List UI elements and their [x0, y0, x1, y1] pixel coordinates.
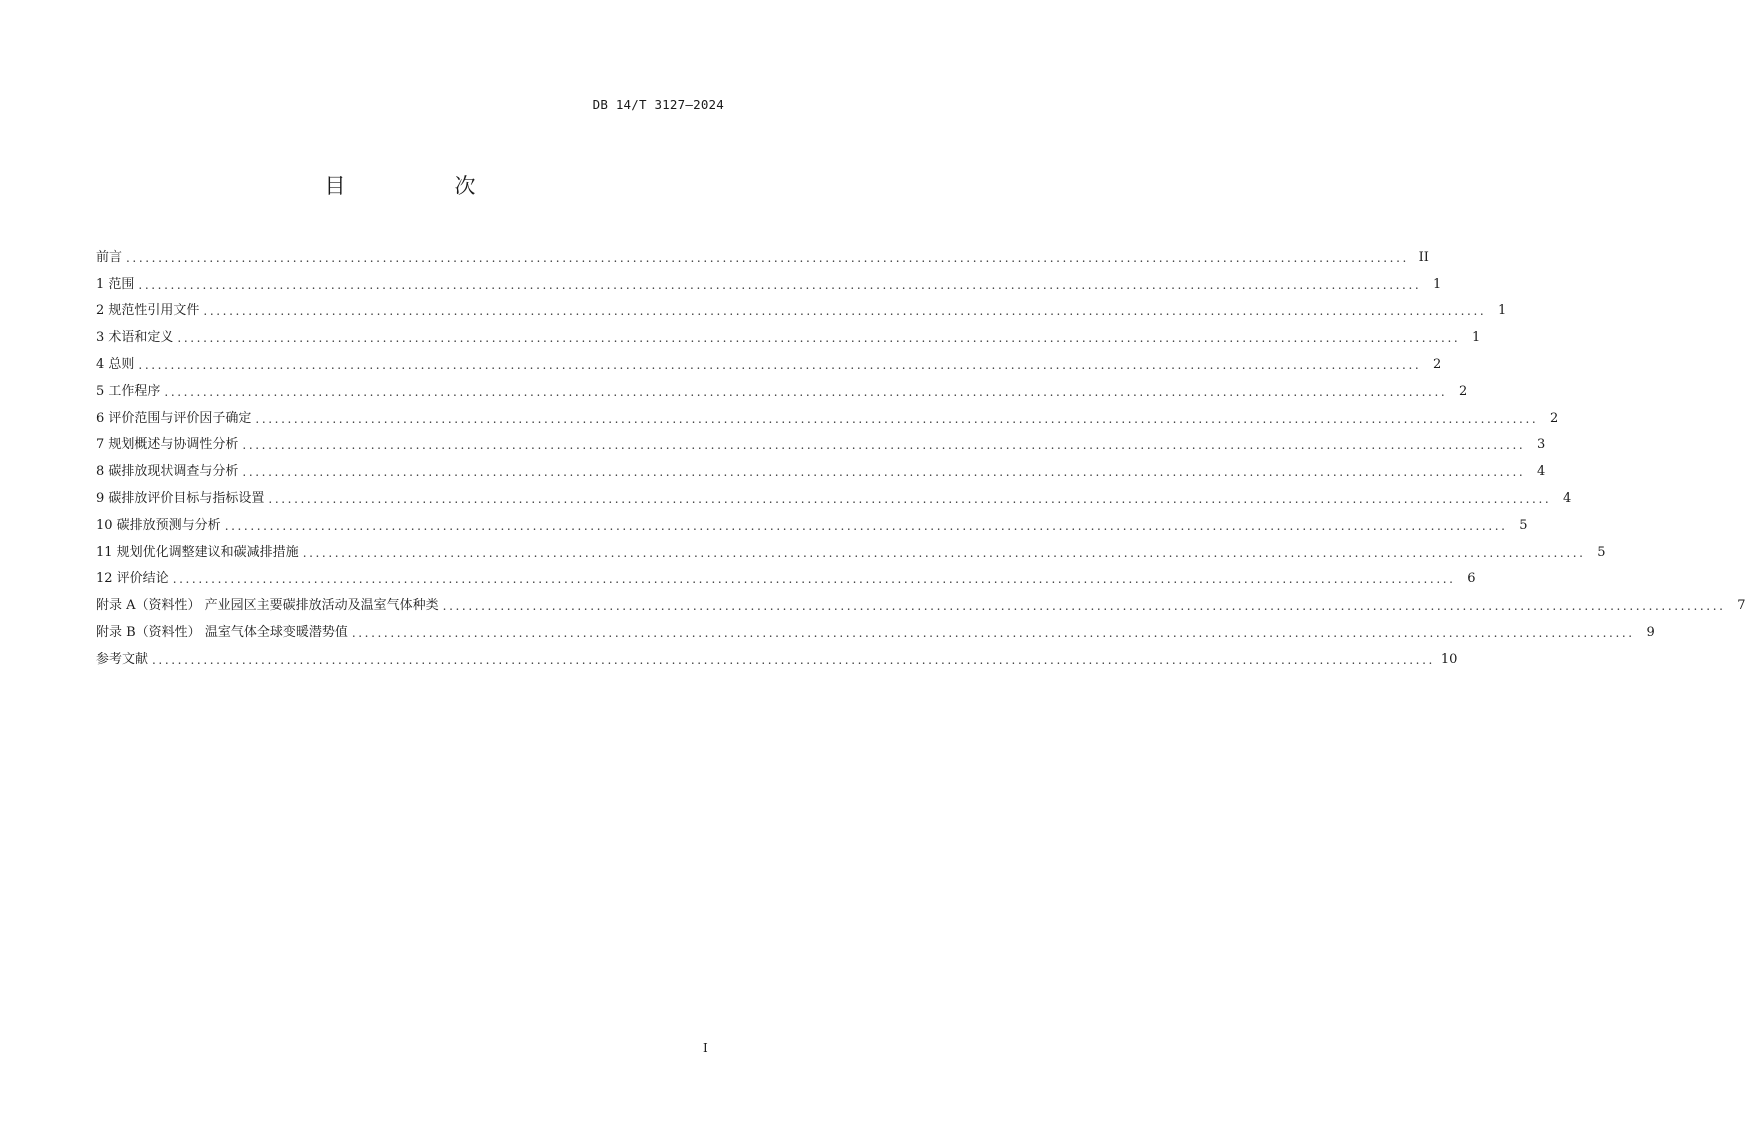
toc-entry-label: 8 碳排放现状调查与分析: [96, 464, 239, 480]
toc-entry-page: 4: [1563, 490, 1572, 506]
toc-entry-label: 10 碳排放预测与分析: [96, 517, 221, 533]
toc-entry-page: 2: [1459, 383, 1468, 399]
toc-entry-label: 7 规划概述与协调性分析: [96, 437, 239, 453]
toc-leader-dots: ........................................................................................................................................................................................................: [442, 599, 1726, 614]
toc-entry-terms-definitions[interactable]: [96, 321, 1481, 348]
toc-leader-dots: ........................................................................................................................................................................................................: [152, 652, 1435, 667]
toc-entry-appendix-a[interactable]: [96, 589, 1746, 616]
toc-entry-page: 2: [1550, 410, 1559, 426]
toc-leader-dots: ........................................................................................................................................................................................................: [351, 625, 1635, 640]
toc-entry-page: 1: [1498, 303, 1507, 319]
toc-entry-emission-survey[interactable]: [96, 455, 1546, 482]
toc-leader-dots: ........................................................................................................................................................................................................: [177, 331, 1461, 346]
toc-leader-dots: ........................................................................................................................................................................................................: [302, 545, 1586, 560]
toc-entry-evaluation-scope[interactable]: [96, 402, 1559, 429]
toc-leader-dots: ........................................................................................................................................................................................................: [203, 304, 1487, 319]
toc-entry-foreword[interactable]: [96, 241, 1429, 268]
toc-entry-emission-forecast[interactable]: [96, 509, 1528, 536]
toc-entry-label: 5 工作程序: [96, 383, 161, 399]
toc-entry-page: 7: [1737, 598, 1746, 614]
toc-entry-work-procedure[interactable]: [96, 375, 1468, 402]
toc-entry-label: 6 评价范围与评价因子确定: [96, 410, 252, 426]
toc-entry-label: 11 规划优化调整建议和碳减排措施: [96, 544, 299, 560]
toc-entry-appendix-b[interactable]: [96, 616, 1655, 643]
toc-entry-page: 4: [1537, 464, 1546, 480]
toc-leader-dots: ........................................................................................................................................................................................................: [224, 518, 1508, 533]
toc-leader-dots: ........................................................................................................................................................................................................: [255, 411, 1539, 426]
toc-entry-label: 2 规范性引用文件: [96, 303, 200, 319]
toc-entry-conclusion[interactable]: [96, 563, 1476, 590]
toc-entry-page: 5: [1519, 517, 1528, 533]
toc-leader-dots: ........................................................................................................................................................................................................: [242, 465, 1526, 480]
toc-leader-dots: ........................................................................................................................................................................................................: [138, 357, 1422, 372]
toc-entry-label: 12 评价结论: [96, 571, 169, 587]
toc-entry-page: 6: [1467, 571, 1476, 587]
toc-entry-page: 9: [1646, 624, 1655, 640]
toc-leader-dots: ........................................................................................................................................................................................................: [242, 438, 1526, 453]
toc-entry-optimization-measures[interactable]: [96, 536, 1606, 563]
toc-entry-page: II: [1418, 249, 1429, 265]
toc-entry-normative-references[interactable]: [96, 295, 1507, 322]
toc-entry-label: 9 碳排放评价目标与指标设置: [96, 490, 265, 506]
toc-leader-dots: ........................................................................................................................................................................................................: [138, 277, 1422, 292]
toc-title: 目 次: [324, 174, 520, 198]
toc-entry-label: 附录 A（资料性） 产业园区主要碳排放活动及温室气体种类: [96, 598, 439, 614]
toc-entry-label: 参考文献: [96, 651, 149, 667]
toc-leader-dots: ........................................................................................................................................................................................................: [268, 491, 1552, 506]
toc-entry-page: 2: [1433, 356, 1442, 372]
toc-entry-page: 5: [1597, 544, 1606, 560]
toc-entry-label: 前言: [96, 249, 123, 265]
toc-entry-label: 4 总则: [96, 356, 135, 372]
table-of-contents: [96, 241, 1746, 670]
toc-entry-planning-overview[interactable]: [96, 429, 1546, 456]
toc-entry-bibliography[interactable]: [96, 643, 1458, 670]
toc-entry-page: 1: [1433, 276, 1442, 292]
toc-entry-page: 10: [1440, 651, 1458, 667]
toc-leader-dots: ........................................................................................................................................................................................................: [164, 384, 1448, 399]
toc-entry-page: 3: [1537, 437, 1546, 453]
page-number: I: [703, 1041, 708, 1055]
toc-entry-label: 3 术语和定义: [96, 330, 174, 346]
toc-leader-dots: ........................................................................................................................................................................................................: [126, 250, 1409, 265]
toc-entry-page: 1: [1472, 330, 1481, 346]
toc-leader-dots: ........................................................................................................................................................................................................: [172, 572, 1456, 587]
toc-entry-general-principles[interactable]: [96, 348, 1442, 375]
toc-entry-scope[interactable]: [96, 268, 1442, 295]
toc-entry-evaluation-targets[interactable]: [96, 482, 1572, 509]
toc-entry-label: 附录 B（资料性） 温室气体全球变暖潜势值: [96, 624, 348, 640]
toc-entry-label: 1 范围: [96, 276, 135, 292]
document-code: DB 14/T 3127—2024: [592, 97, 724, 112]
